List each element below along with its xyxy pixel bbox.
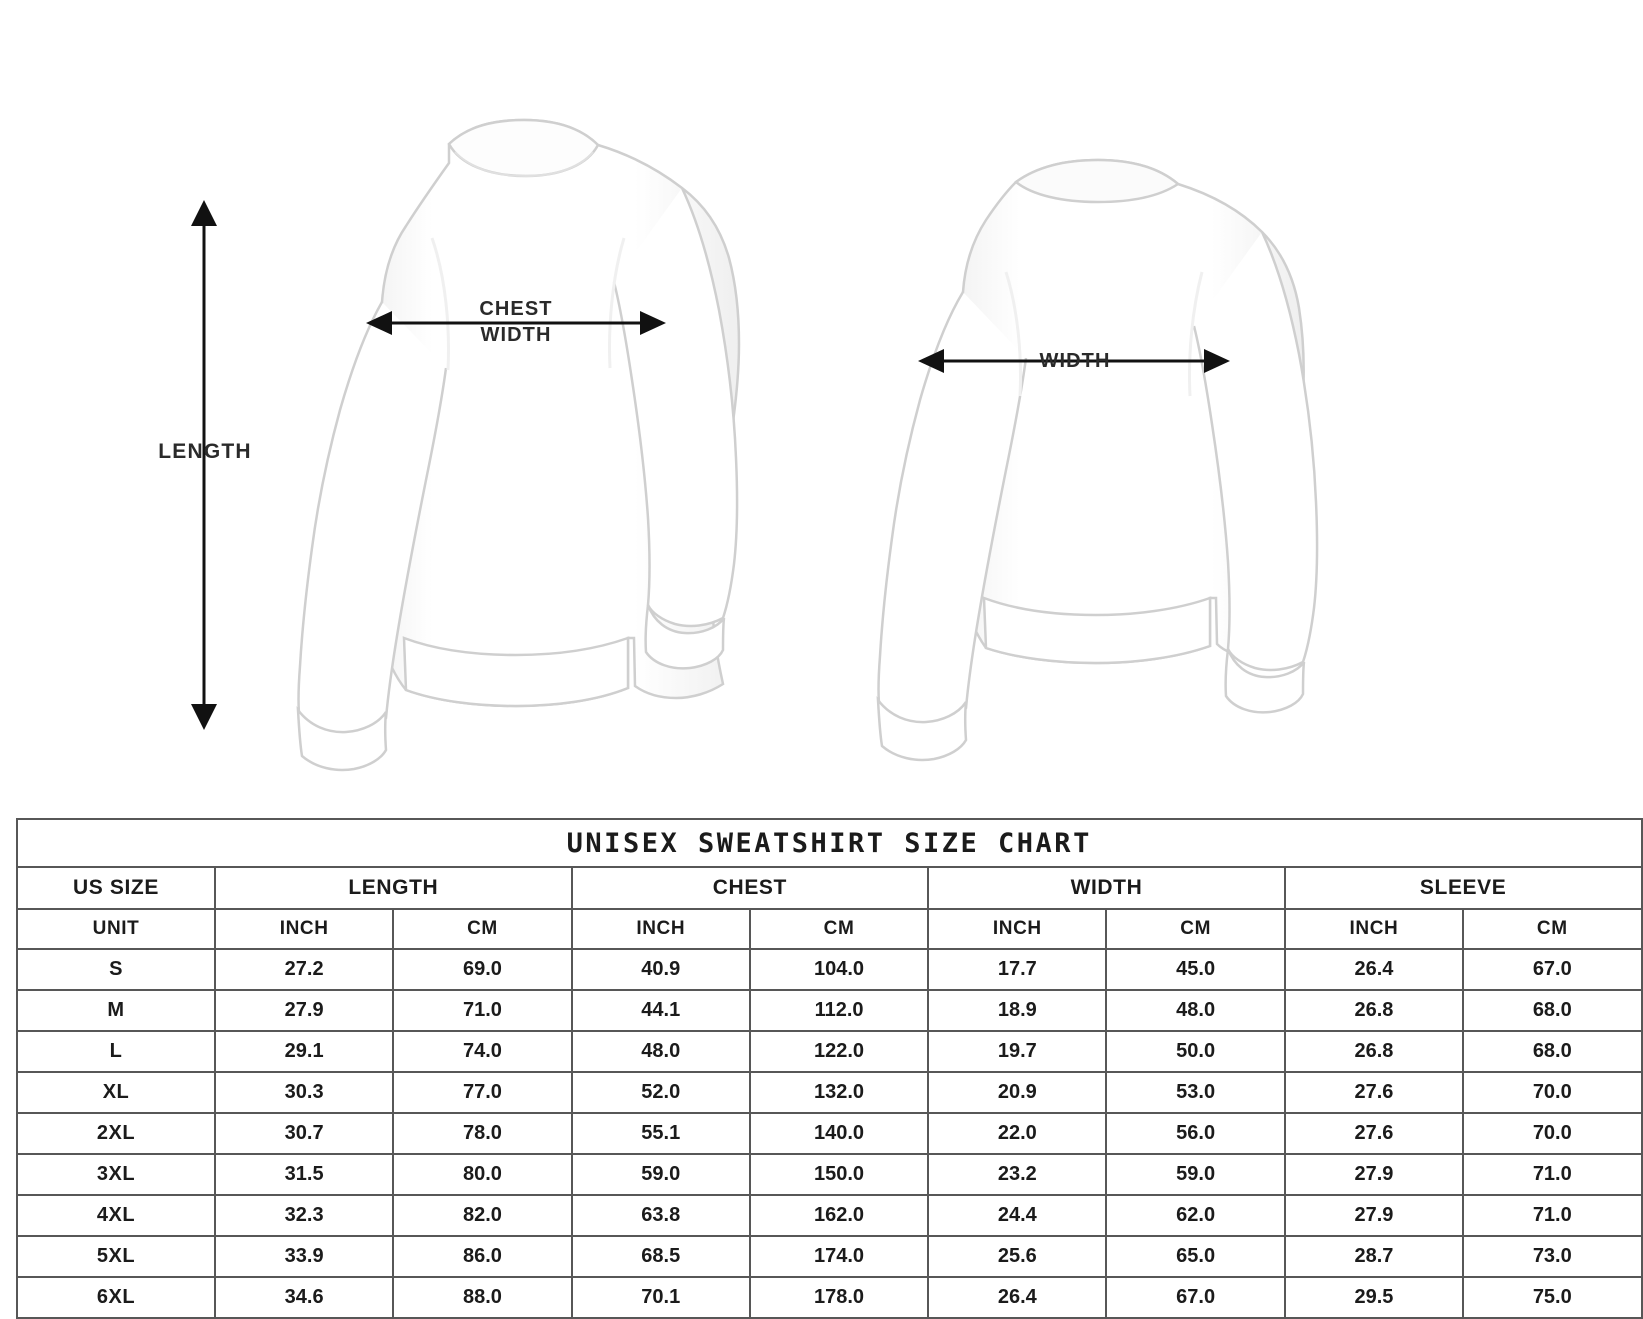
cell-chest-cm: 140.0 bbox=[750, 1113, 928, 1154]
cell-width-cm: 67.0 bbox=[1106, 1277, 1284, 1318]
table-row bbox=[17, 1072, 1642, 1113]
cell-sleeve-cm: 67.0 bbox=[1463, 949, 1641, 990]
cell-chest-inch: 70.1 bbox=[572, 1277, 750, 1318]
cell-chest-inch: 52.0 bbox=[572, 1072, 750, 1113]
cell-chest-inch: 40.9 bbox=[572, 949, 750, 990]
cell-width-inch: 24.4 bbox=[928, 1195, 1106, 1236]
cell-length-inch: 30.3 bbox=[215, 1072, 393, 1113]
cell-chest-cm: 150.0 bbox=[750, 1154, 928, 1195]
row-size: 2XL bbox=[17, 1113, 215, 1154]
header-sleeve: SLEEVE bbox=[1285, 867, 1642, 909]
cell-sleeve-inch: 26.8 bbox=[1285, 990, 1463, 1031]
cell-sleeve-cm: 75.0 bbox=[1463, 1277, 1641, 1318]
cell-sleeve-inch: 27.6 bbox=[1285, 1113, 1463, 1154]
cell-length-cm: 82.0 bbox=[393, 1195, 571, 1236]
cell-width-cm: 45.0 bbox=[1106, 949, 1284, 990]
cell-chest-cm: 178.0 bbox=[750, 1277, 928, 1318]
header-us-size: US SIZE bbox=[17, 867, 215, 909]
header-width-inch: INCH bbox=[928, 909, 1106, 949]
cell-width-inch: 23.2 bbox=[928, 1154, 1106, 1195]
cell-width-inch: 26.4 bbox=[928, 1277, 1106, 1318]
cell-length-inch: 27.9 bbox=[215, 990, 393, 1031]
cell-length-inch: 32.3 bbox=[215, 1195, 393, 1236]
header-sleeve-cm: CM bbox=[1463, 909, 1641, 949]
cell-width-cm: 59.0 bbox=[1106, 1154, 1284, 1195]
header-width: WIDTH bbox=[928, 867, 1285, 909]
cell-chest-cm: 162.0 bbox=[750, 1195, 928, 1236]
cell-sleeve-cm: 71.0 bbox=[1463, 1195, 1641, 1236]
cell-chest-cm: 104.0 bbox=[750, 949, 928, 990]
cell-sleeve-inch: 28.7 bbox=[1285, 1236, 1463, 1277]
cell-width-inch: 17.7 bbox=[928, 949, 1106, 990]
chest-width-label bbox=[416, 296, 616, 348]
row-size: 6XL bbox=[17, 1277, 215, 1318]
cell-length-inch: 33.9 bbox=[215, 1236, 393, 1277]
cell-chest-cm: 122.0 bbox=[750, 1031, 928, 1072]
row-size: XL bbox=[17, 1072, 215, 1113]
cell-chest-cm: 174.0 bbox=[750, 1236, 928, 1277]
cell-chest-inch: 48.0 bbox=[572, 1031, 750, 1072]
length-label: LENGTH bbox=[158, 440, 252, 463]
cell-sleeve-cm: 68.0 bbox=[1463, 990, 1641, 1031]
cell-width-cm: 56.0 bbox=[1106, 1113, 1284, 1154]
header-chest: CHEST bbox=[572, 867, 929, 909]
table-row bbox=[17, 1113, 1642, 1154]
table-title-row bbox=[17, 819, 1642, 867]
cell-length-inch: 30.7 bbox=[215, 1113, 393, 1154]
cell-width-inch: 18.9 bbox=[928, 990, 1106, 1031]
cell-chest-inch: 55.1 bbox=[572, 1113, 750, 1154]
cell-length-cm: 69.0 bbox=[393, 949, 571, 990]
size-chart-table bbox=[16, 818, 1643, 1319]
table-title: UNISEX SWEATSHIRT SIZE CHART bbox=[17, 819, 1642, 867]
row-size: 3XL bbox=[17, 1154, 215, 1195]
cell-width-inch: 22.0 bbox=[928, 1113, 1106, 1154]
row-size: 4XL bbox=[17, 1195, 215, 1236]
cell-length-cm: 86.0 bbox=[393, 1236, 571, 1277]
cell-chest-inch: 68.5 bbox=[572, 1236, 750, 1277]
row-size: S bbox=[17, 949, 215, 990]
header-chest-inch: INCH bbox=[572, 909, 750, 949]
cell-length-inch: 29.1 bbox=[215, 1031, 393, 1072]
cell-chest-cm: 132.0 bbox=[750, 1072, 928, 1113]
header-sleeve-inch: INCH bbox=[1285, 909, 1463, 949]
cell-sleeve-cm: 73.0 bbox=[1463, 1236, 1641, 1277]
sweatshirt-back-view bbox=[810, 160, 1390, 770]
cell-sleeve-cm: 70.0 bbox=[1463, 1113, 1641, 1154]
length-measure-arrow bbox=[186, 200, 222, 730]
cell-length-inch: 31.5 bbox=[215, 1154, 393, 1195]
cell-length-cm: 78.0 bbox=[393, 1113, 571, 1154]
table-row bbox=[17, 949, 1642, 990]
cell-sleeve-cm: 68.0 bbox=[1463, 1031, 1641, 1072]
size-chart-table-container bbox=[16, 818, 1572, 1319]
cell-sleeve-cm: 70.0 bbox=[1463, 1072, 1641, 1113]
cell-chest-inch: 44.1 bbox=[572, 990, 750, 1031]
cell-length-inch: 34.6 bbox=[215, 1277, 393, 1318]
cell-width-cm: 53.0 bbox=[1106, 1072, 1284, 1113]
table-row bbox=[17, 1031, 1642, 1072]
cell-sleeve-inch: 29.5 bbox=[1285, 1277, 1463, 1318]
cell-sleeve-inch: 27.6 bbox=[1285, 1072, 1463, 1113]
sweatshirt-front-view bbox=[236, 118, 816, 778]
cell-sleeve-inch: 26.8 bbox=[1285, 1031, 1463, 1072]
header-unit: UNIT bbox=[17, 909, 215, 949]
cell-width-inch: 19.7 bbox=[928, 1031, 1106, 1072]
header-chest-cm: CM bbox=[750, 909, 928, 949]
table-row bbox=[17, 1236, 1642, 1277]
cell-width-cm: 50.0 bbox=[1106, 1031, 1284, 1072]
cell-length-cm: 71.0 bbox=[393, 990, 571, 1031]
row-size: M bbox=[17, 990, 215, 1031]
cell-width-inch: 25.6 bbox=[928, 1236, 1106, 1277]
cell-sleeve-inch: 26.4 bbox=[1285, 949, 1463, 990]
chest-width-label-line2: WIDTH bbox=[480, 324, 552, 346]
header-length-inch: INCH bbox=[215, 909, 393, 949]
table-unit-header-row bbox=[17, 909, 1642, 949]
table-row bbox=[17, 990, 1642, 1031]
cell-width-inch: 20.9 bbox=[928, 1072, 1106, 1113]
cell-sleeve-inch: 27.9 bbox=[1285, 1195, 1463, 1236]
table-row bbox=[17, 1277, 1642, 1318]
cell-length-cm: 74.0 bbox=[393, 1031, 571, 1072]
table-group-header-row bbox=[17, 867, 1642, 909]
cell-sleeve-inch: 27.9 bbox=[1285, 1154, 1463, 1195]
cell-width-cm: 48.0 bbox=[1106, 990, 1284, 1031]
width-label: WIDTH bbox=[1039, 350, 1111, 372]
cell-chest-inch: 59.0 bbox=[572, 1154, 750, 1195]
row-size: L bbox=[17, 1031, 215, 1072]
table-row bbox=[17, 1154, 1642, 1195]
cell-length-cm: 77.0 bbox=[393, 1072, 571, 1113]
cell-chest-inch: 63.8 bbox=[572, 1195, 750, 1236]
row-size: 5XL bbox=[17, 1236, 215, 1277]
header-length: LENGTH bbox=[215, 867, 572, 909]
cell-width-cm: 65.0 bbox=[1106, 1236, 1284, 1277]
cell-length-inch: 27.2 bbox=[215, 949, 393, 990]
table-row bbox=[17, 1195, 1642, 1236]
chest-width-label-line1: CHEST bbox=[479, 298, 553, 320]
header-length-cm: CM bbox=[393, 909, 571, 949]
cell-length-cm: 80.0 bbox=[393, 1154, 571, 1195]
cell-length-cm: 88.0 bbox=[393, 1277, 571, 1318]
cell-chest-cm: 112.0 bbox=[750, 990, 928, 1031]
header-width-cm: CM bbox=[1106, 909, 1284, 949]
cell-width-cm: 62.0 bbox=[1106, 1195, 1284, 1236]
cell-sleeve-cm: 71.0 bbox=[1463, 1154, 1641, 1195]
